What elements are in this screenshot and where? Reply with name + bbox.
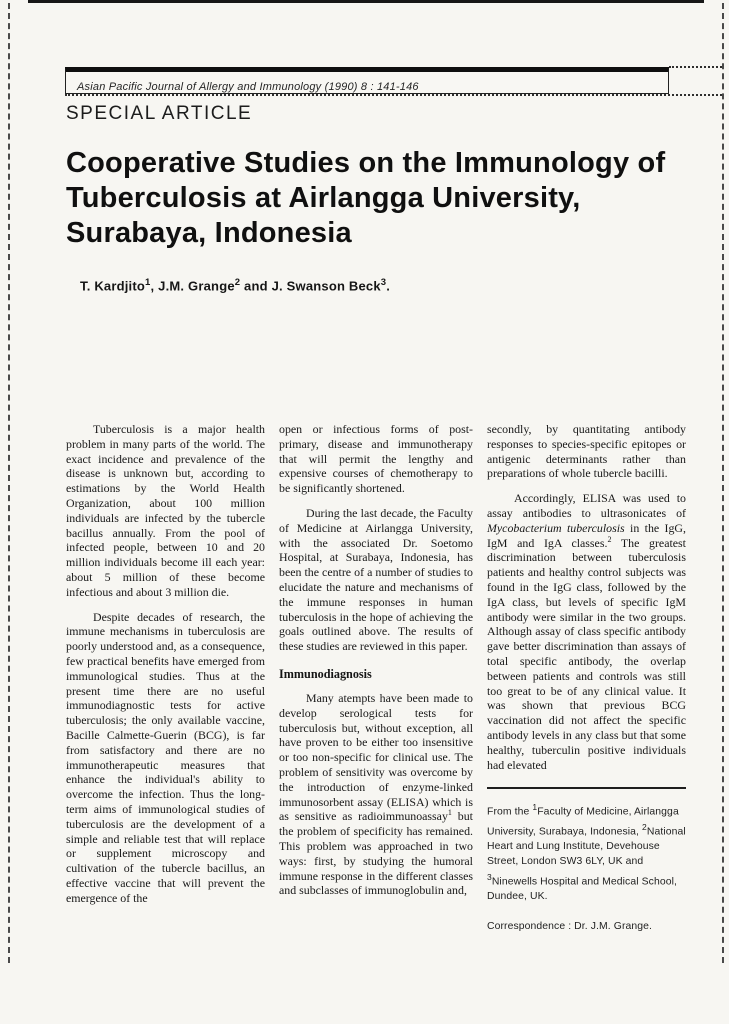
title-line-1: Cooperative Studies on the Immunology of <box>66 147 666 179</box>
text-segment: open or infectious forms of post-primary, disease and immunotherapy that will permit the lengthy and expensive courses of chemotherapy to be significantly shortened. <box>279 422 473 496</box>
text-segment: From the <box>487 806 533 818</box>
paragraph <box>279 691 473 898</box>
film-edge-left <box>8 3 10 963</box>
top-scan-line <box>28 0 704 3</box>
correspondence: Correspondence : Dr. J.M. Grange. <box>487 921 653 933</box>
text-segment: Immunodiagnosis <box>279 666 372 681</box>
text-segment: Despite decades of research, the immune mechanisms in tuberculosis are poorly understood and, as a consequence, few practical benefits have emerged from immunological studies. Thus at the present time there are no useful immunodiagnostic tests for active tuberculosis; the only available vaccine, Bacille Calmette-Guerin (BCG), is far from satisfactory and there are no immunotherapeutic measures that enhance the individual's ability to overcome the infection. Thus the long-term aims of immunological studies of tuberculosis are the development of a simple and reliable test that will replace or supplement microscopy and cultivation of the tubercle bacillus, an effective vaccine that will prevent the emergence of the <box>66 609 265 905</box>
paragraph <box>279 506 473 654</box>
section-heading <box>279 667 473 682</box>
text-segment: Accordingly, ELISA was used to assay antibodies to ultrasonicates of <box>487 491 686 520</box>
superscript: 1 <box>447 808 452 818</box>
dotted-divider-top <box>669 66 722 68</box>
superscript: 1 <box>532 802 538 813</box>
text-segment: , J.M. Grange <box>150 278 235 294</box>
text-segment: in the IgG, IgM and IgA classes. <box>487 520 686 550</box>
article-body <box>66 422 686 935</box>
text-segment: secondly, by quantitating antibody responses to species-specific epitopes or antigenic determinants rather than preparations of whole tubercle bacilli. <box>487 422 686 481</box>
text-segment: T. Kardjito <box>80 278 146 294</box>
paragraph <box>66 610 265 906</box>
paragraph <box>487 491 686 772</box>
superscript: 2 <box>607 534 612 544</box>
text-segment: but the problem of specificity has remained. This problem was approached in two ways: first, by studying the humoral immune response in the different classes and subclasses of immunoglobulin and, <box>279 809 473 898</box>
superscript: 2 <box>642 822 647 833</box>
superscript: 3 <box>487 871 492 882</box>
column-3-paragraphs <box>487 422 686 772</box>
text-segment: Faculty of Medicine, Airlangga University, Surabaya, Indonesia, <box>487 806 679 838</box>
text-segment: Many atempts have been made to develop serological tests for tuberculosis but, without exception, all have proven to be either too insensitive or too non-specific for clinical use. The problem of sensitivity was overcome by the introduction of enzyme-linked immunosorbent assay (ELISA) which is as sensitive as radioimmunoassay <box>279 690 473 824</box>
authors-line <box>80 277 390 293</box>
text-segment: Tuberculosis is a major health problem in many parts of the world. The exact incidence and prevalence of the disease is unknown but, according to estimations by the World Health Organization, about 100 million individuals are infected by the tubercle bacillus annually. From the pool of infected people, between 10 and 20 million individuals become ill each year: about 5 million of these become infectious and about 3 million die. <box>66 422 265 599</box>
superscript: 3 <box>380 277 387 288</box>
paragraph <box>66 422 265 600</box>
section-label: SPECIAL ARTICLE <box>66 103 253 124</box>
title-line-3: Surabaya, Indonesia <box>66 217 352 249</box>
text-segment: National Heart and Lung Institute, Devehouse Street, London SW3 6LY, UK and <box>487 826 686 868</box>
superscript: 1 <box>145 277 151 288</box>
column-1 <box>66 422 265 935</box>
title-line-2: Tuberculosis at Airlangga University, <box>66 182 581 214</box>
column-2 <box>279 422 473 935</box>
affiliations <box>487 800 686 904</box>
paragraph <box>279 422 473 496</box>
superscript: 2 <box>234 277 241 288</box>
text-segment: During the last decade, the Faculty of Medicine at Airlangga University, with the associated Dr. Soetomo Hospital, at Surabaya, Indonesia, has been the centre of a number of studies to elucidate the nature and mechanisms of the immune responses in human tuberculosis in the hope of achieving the goals outlined above. The results of these studies are reviewed in this paper. <box>279 505 473 654</box>
italic-text: Mycobacterium tuberculosis <box>487 520 625 535</box>
footnote-divider <box>487 787 686 789</box>
dotted-divider <box>65 94 722 96</box>
text-segment: and J. Swanson Beck <box>240 278 381 294</box>
article-title <box>66 146 706 251</box>
footnote-block <box>487 787 686 935</box>
journal-citation: Asian Pacific Journal of Allergy and Immunology (1990) 8 : 141-146 <box>77 81 419 93</box>
film-edge-right <box>722 3 724 963</box>
text-segment: The greatest discrimination between tuberculosis patients and healthy control subjects was found in the IgG class, followed by the IgA class, but levels of specific IgM antibody were similar in the two groups. Although assay of class specific antibody gave better discrimination than assays of total specific antibody, the overlap between patients and controls was still too great to be of any clinical value. It was shown that previous BCG vaccination did not affect the specific antibody levels in any class but that some healthy, tuberculin positive individuals had elevated <box>487 535 686 772</box>
text-segment: . <box>386 278 391 294</box>
column-3 <box>487 422 686 935</box>
text-segment: Ninewells Hospital and Medical School, Dundee, UK. <box>487 876 677 902</box>
paragraph <box>487 422 686 481</box>
journal-citation-box <box>65 67 669 94</box>
